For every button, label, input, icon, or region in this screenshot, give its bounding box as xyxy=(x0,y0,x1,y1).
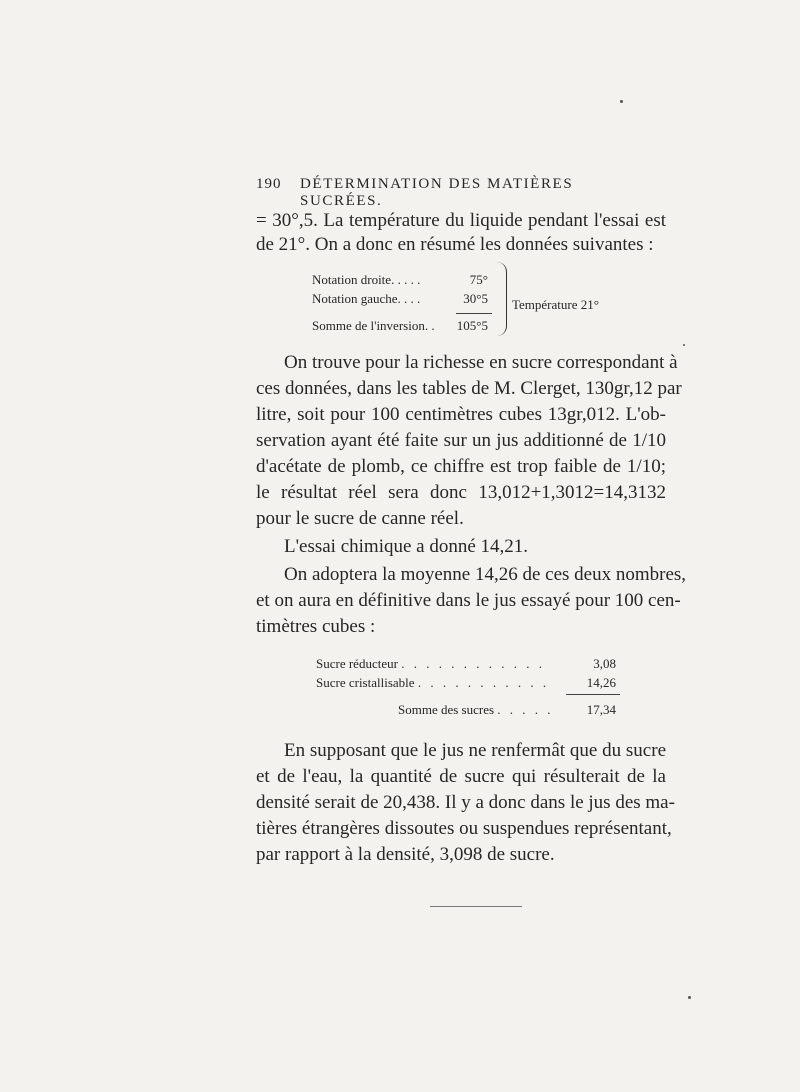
table1-value: 75° xyxy=(469,272,488,287)
sum-rule xyxy=(456,313,492,314)
text-line: On adoptera la moyenne 14,26 de ces deux nombres, xyxy=(284,564,687,585)
bracket xyxy=(496,262,507,336)
temperature-note: Température 21° xyxy=(512,297,599,312)
text-line: timètres cubes : xyxy=(256,616,376,637)
text-line: densité serait de 20,438. Il y a donc dans le jus des ma- xyxy=(256,792,675,813)
text-line: L'essai chimique a donné 14,21. xyxy=(284,536,529,557)
text-line: d'acétate de plomb, ce chiffre est trop faible de 1/10; xyxy=(256,456,666,477)
running-header xyxy=(256,176,616,209)
text-line: de 21°. On a donc en résumé les données suivantes : xyxy=(256,234,654,255)
running-title: DÉTERMINATION DES MATIÈRES SUCRÉES. xyxy=(300,176,574,209)
paper-speck xyxy=(620,100,623,103)
paper-speck xyxy=(683,344,685,346)
table1-value: 30°5 xyxy=(463,291,488,306)
text-line: litre, soit pour 100 centimètres cubes 13gr,012. L'ob- xyxy=(256,404,666,425)
text-line: tières étrangères dissoutes ou suspendues représentant, xyxy=(256,818,672,839)
text-line: = 30°,5. La température du liquide pendant l'essai est xyxy=(256,210,666,231)
table2-label: Sucre réducteur xyxy=(316,656,398,671)
table2-value: 3,08 xyxy=(593,656,616,671)
sum-rule xyxy=(566,694,620,695)
table1-value: 105°5 xyxy=(456,318,488,333)
section-divider xyxy=(430,906,522,907)
table1-label: Notation gauche. . . . xyxy=(312,291,421,306)
text-line: et on aura en définitive dans le jus essayé pour 100 cen- xyxy=(256,590,681,611)
leader-dots: . . . . . . . . . . . . xyxy=(401,656,545,671)
leader-dots: . . . . . . . . . . . xyxy=(417,675,550,690)
total-label: Somme des sucres xyxy=(398,702,495,717)
text-line: pour le sucre de canne réel. xyxy=(256,508,464,529)
table1-label: Notation droite. . . . . xyxy=(312,272,421,287)
text-line: et de l'eau, la quantité de sucre qui résulterait de la xyxy=(256,766,666,787)
table2-total-row xyxy=(398,702,554,718)
text-line: le résultat réel sera donc 13,012+1,3012=14,3132 xyxy=(256,482,666,503)
table2-row xyxy=(316,675,549,691)
leader-dots: . . . . . xyxy=(497,702,554,717)
table1-label: Somme de l'inversion. . xyxy=(312,318,435,333)
page-number: 190 xyxy=(256,176,282,192)
table2-label: Sucre cristallisable xyxy=(316,675,415,690)
paper-speck xyxy=(688,996,691,999)
text-line: En supposant que le jus ne renfermât que du sucre xyxy=(284,740,666,761)
text-line: On trouve pour la richesse en sucre correspondant à xyxy=(284,352,678,373)
table2-row xyxy=(316,656,545,672)
text-line: servation ayant été faite sur un jus additionné de 1/10 xyxy=(256,430,666,451)
total-value: 17,34 xyxy=(586,702,616,717)
text-line: ces données, dans les tables de M. Clerget, 130gr,12 par xyxy=(256,378,682,399)
table2-value: 14,26 xyxy=(586,675,616,690)
text-line: par rapport à la densité, 3,098 de sucre. xyxy=(256,844,555,865)
